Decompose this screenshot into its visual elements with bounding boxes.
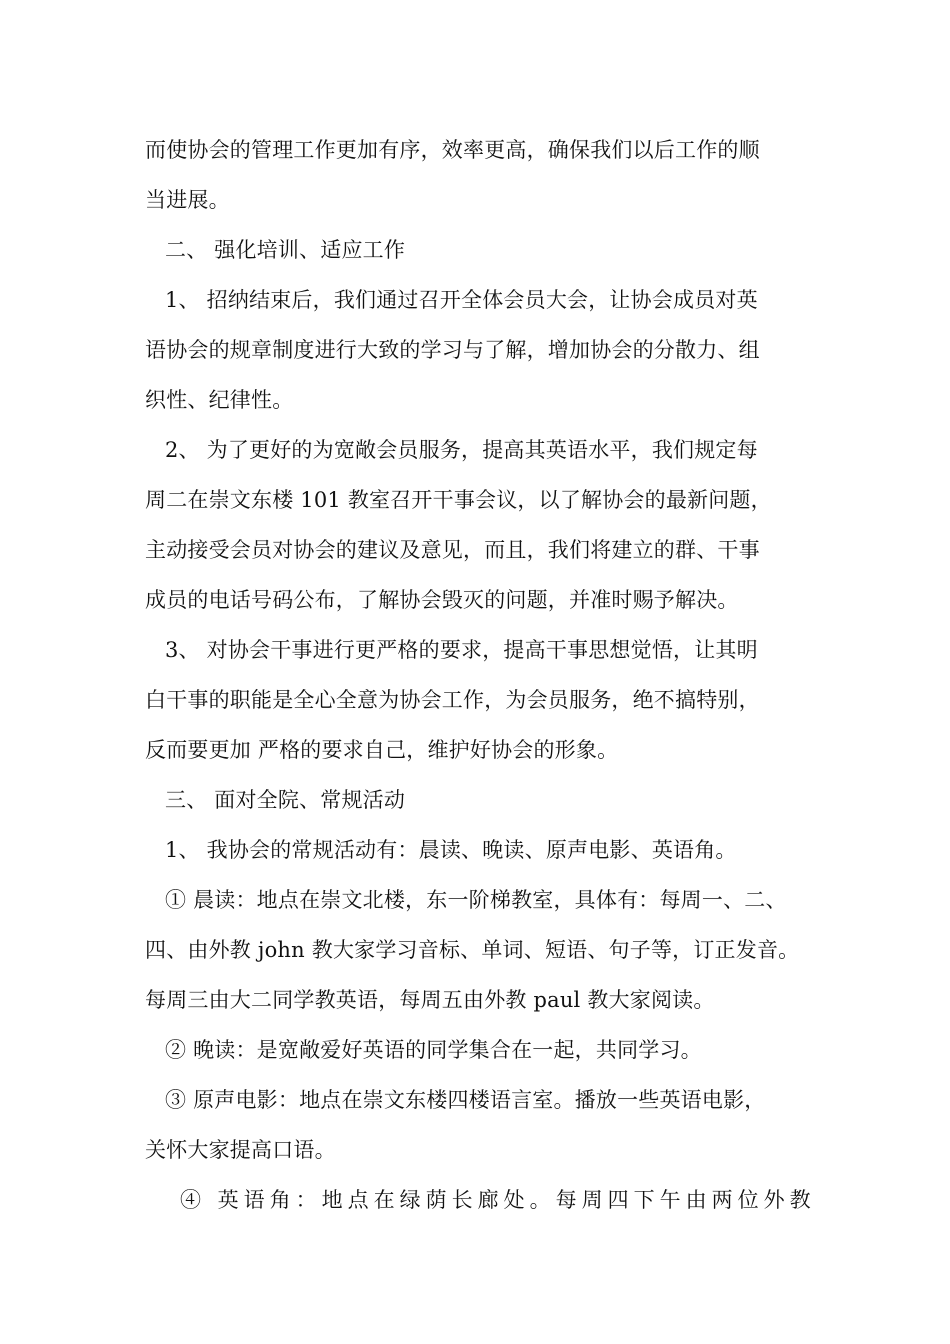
- paragraph-line: ④ 英语角：地点在绿荫长廊处。每周四下午由两位外教: [180, 1188, 816, 1212]
- paragraph-line: 而使协会的管理工作更加有序，效率更高，确保我们以后工作的顺: [145, 138, 760, 162]
- paragraph-line: 周二在崇文东楼 101 教室召开干事会议，以了解协会的最新问题，: [145, 488, 772, 512]
- paragraph-line: 语协会的规章制度进行大致的学习与了解，增加协会的分散力、组: [145, 338, 760, 362]
- paragraph-line: 2、 为了更好的为宽敞会员服务，提高其英语水平，我们规定每: [165, 438, 758, 462]
- paragraph-line: 关怀大家提高口语。: [145, 1138, 336, 1162]
- section-heading: 三、 面对全院、常规活动: [165, 788, 406, 812]
- paragraph-line: ② 晚读：是宽敞爱好英语的同学集合在一起，共同学习。: [165, 1038, 702, 1062]
- section-heading: 二、 强化培训、适应工作: [165, 238, 406, 262]
- paragraph-line: 3、 对协会干事进行更严格的要求，提高干事思想觉悟，让其明: [165, 638, 758, 662]
- paragraph-line: 每周三由大二同学教英语，每周五由外教 paul 教大家阅读。: [145, 988, 715, 1012]
- paragraph-line: 四、由外教 john 教大家学习音标、单词、短语、句子等，订正发音。: [145, 938, 800, 962]
- paragraph-line: 织性、纪律性。: [145, 388, 294, 412]
- paragraph-line: 反而要更加 严格的要求自己，维护好协会的形象。: [145, 738, 619, 762]
- paragraph-line: ① 晨读：地点在崇文北楼，东一阶梯教室，具体有：每周一、二、: [165, 888, 787, 912]
- paragraph-line: 当进展。: [145, 188, 230, 212]
- paragraph-line: 白干事的职能是全心全意为协会工作，为会员服务，绝不搞特别，: [145, 688, 760, 712]
- paragraph-line: 成员的电话号码公布，了解协会毁灭的问题，并准时赐予解决。: [145, 588, 739, 612]
- paragraph-line: 1、 招纳结束后，我们通过召开全体会员大会，让协会成员对英: [165, 288, 758, 312]
- paragraph-line: 主动接受会员对协会的建议及意见，而且，我们将建立的群、干事: [145, 538, 760, 562]
- paragraph-line: 1、 我协会的常规活动有：晨读、晚读、原声电影、英语角。: [165, 838, 737, 862]
- paragraph-line: ③ 原声电影：地点在崇文东楼四楼语言室。播放一些英语电影，: [165, 1088, 766, 1112]
